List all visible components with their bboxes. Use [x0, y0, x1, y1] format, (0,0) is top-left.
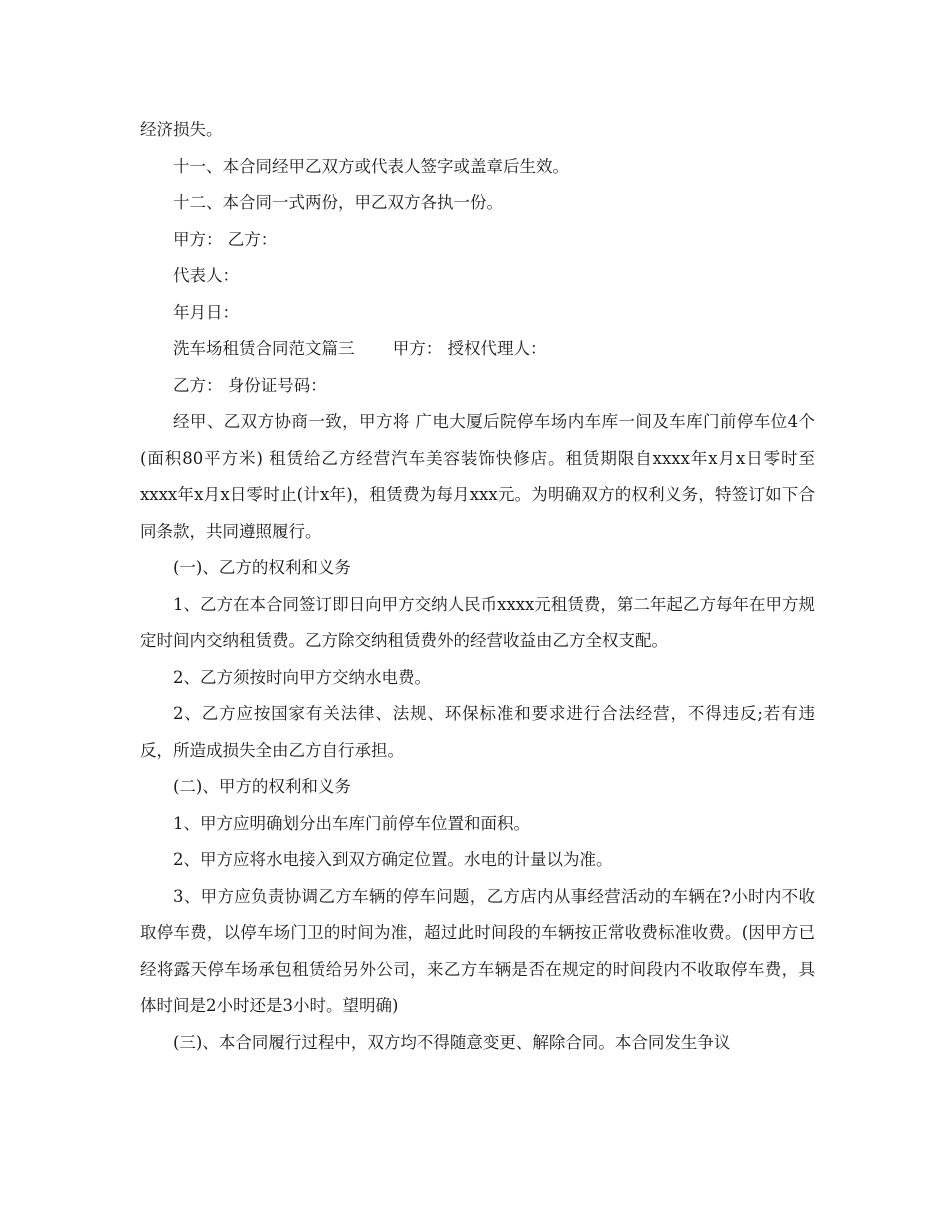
document-body [140, 112, 815, 1061]
paragraph-16: 2、甲方应将水电接入到双方确定位置。水电的计量以为准。 [173, 850, 613, 869]
paragraph-12: 2、乙方须按时向甲方交纳水电费。 [173, 667, 431, 687]
paragraph-17: 3、甲方应负责协调乙方车辆的停车问题，乙方店内从事经营活动的车辆在?小时内不收取停车费，以停车场门卫的时间为准，超过此时间段的车辆按正常收费标准收费。(因甲方已经将露天停车场承包租赁给另外公司，来乙方车辆是否在规定的时间段内不收取停车费，具体时间是2小时还是3小时。望明确) [140, 886, 815, 1015]
paragraph-15: 1、甲方应明确划分出车库门前停车位置和面积。 [173, 813, 530, 833]
paragraph-1: 经济损失。 [140, 120, 223, 139]
paragraph-2: 十一、本合同经甲乙双方或代表人签字或盖章后生效。 [173, 156, 569, 176]
paragraph-7: 洗车场租赁合同范文篇三 甲方： 授权代理人： [173, 339, 547, 358]
paragraph-9: 经甲、乙双方协商一致，甲方将 广电大厦后院停车场内车库一间及车库门前停车位4个(面积80平方米) 租赁给乙方经营汽车美容装饰快修店。租赁期限自xxxx年x月x日零时至xxxx年x月x日零时止(计x年)，租赁费为每月xxx元。为明确双方的权利义务，特签订如下合同条款，共同遵照履行。 [140, 412, 815, 541]
paragraph-3: 十二、本合同一式两份，甲乙双方各执一份。 [173, 193, 503, 212]
paragraph-11: 1、乙方在本合同签订即日向甲方交纳人民币xxxx元租赁费，第二年起乙方每年在甲方规定时间内交纳租赁费。乙方除交纳租赁费外的经营收益由乙方全权支配。 [140, 594, 815, 650]
paragraph-18: (三)、本合同履行过程中，双方均不得随意变更、解除合同。本合同发生争议 [173, 1032, 731, 1052]
paragraph-6: 年月日： [173, 302, 239, 322]
paragraph-8: 乙方： 身份证号码： [173, 375, 327, 395]
paragraph-10: (一)、乙方的权利和义务 [173, 558, 351, 577]
paragraph-14: (二)、甲方的权利和义务 [173, 777, 351, 796]
paragraph-5: 代表人： [173, 266, 239, 285]
paragraph-4: 甲方： 乙方： [173, 229, 278, 249]
paragraph-13: 2、乙方应按国家有关法律、法规、环保标准和要求进行合法经营，不得违反;若有违反，所造成损失全由乙方自行承担。 [140, 704, 815, 760]
